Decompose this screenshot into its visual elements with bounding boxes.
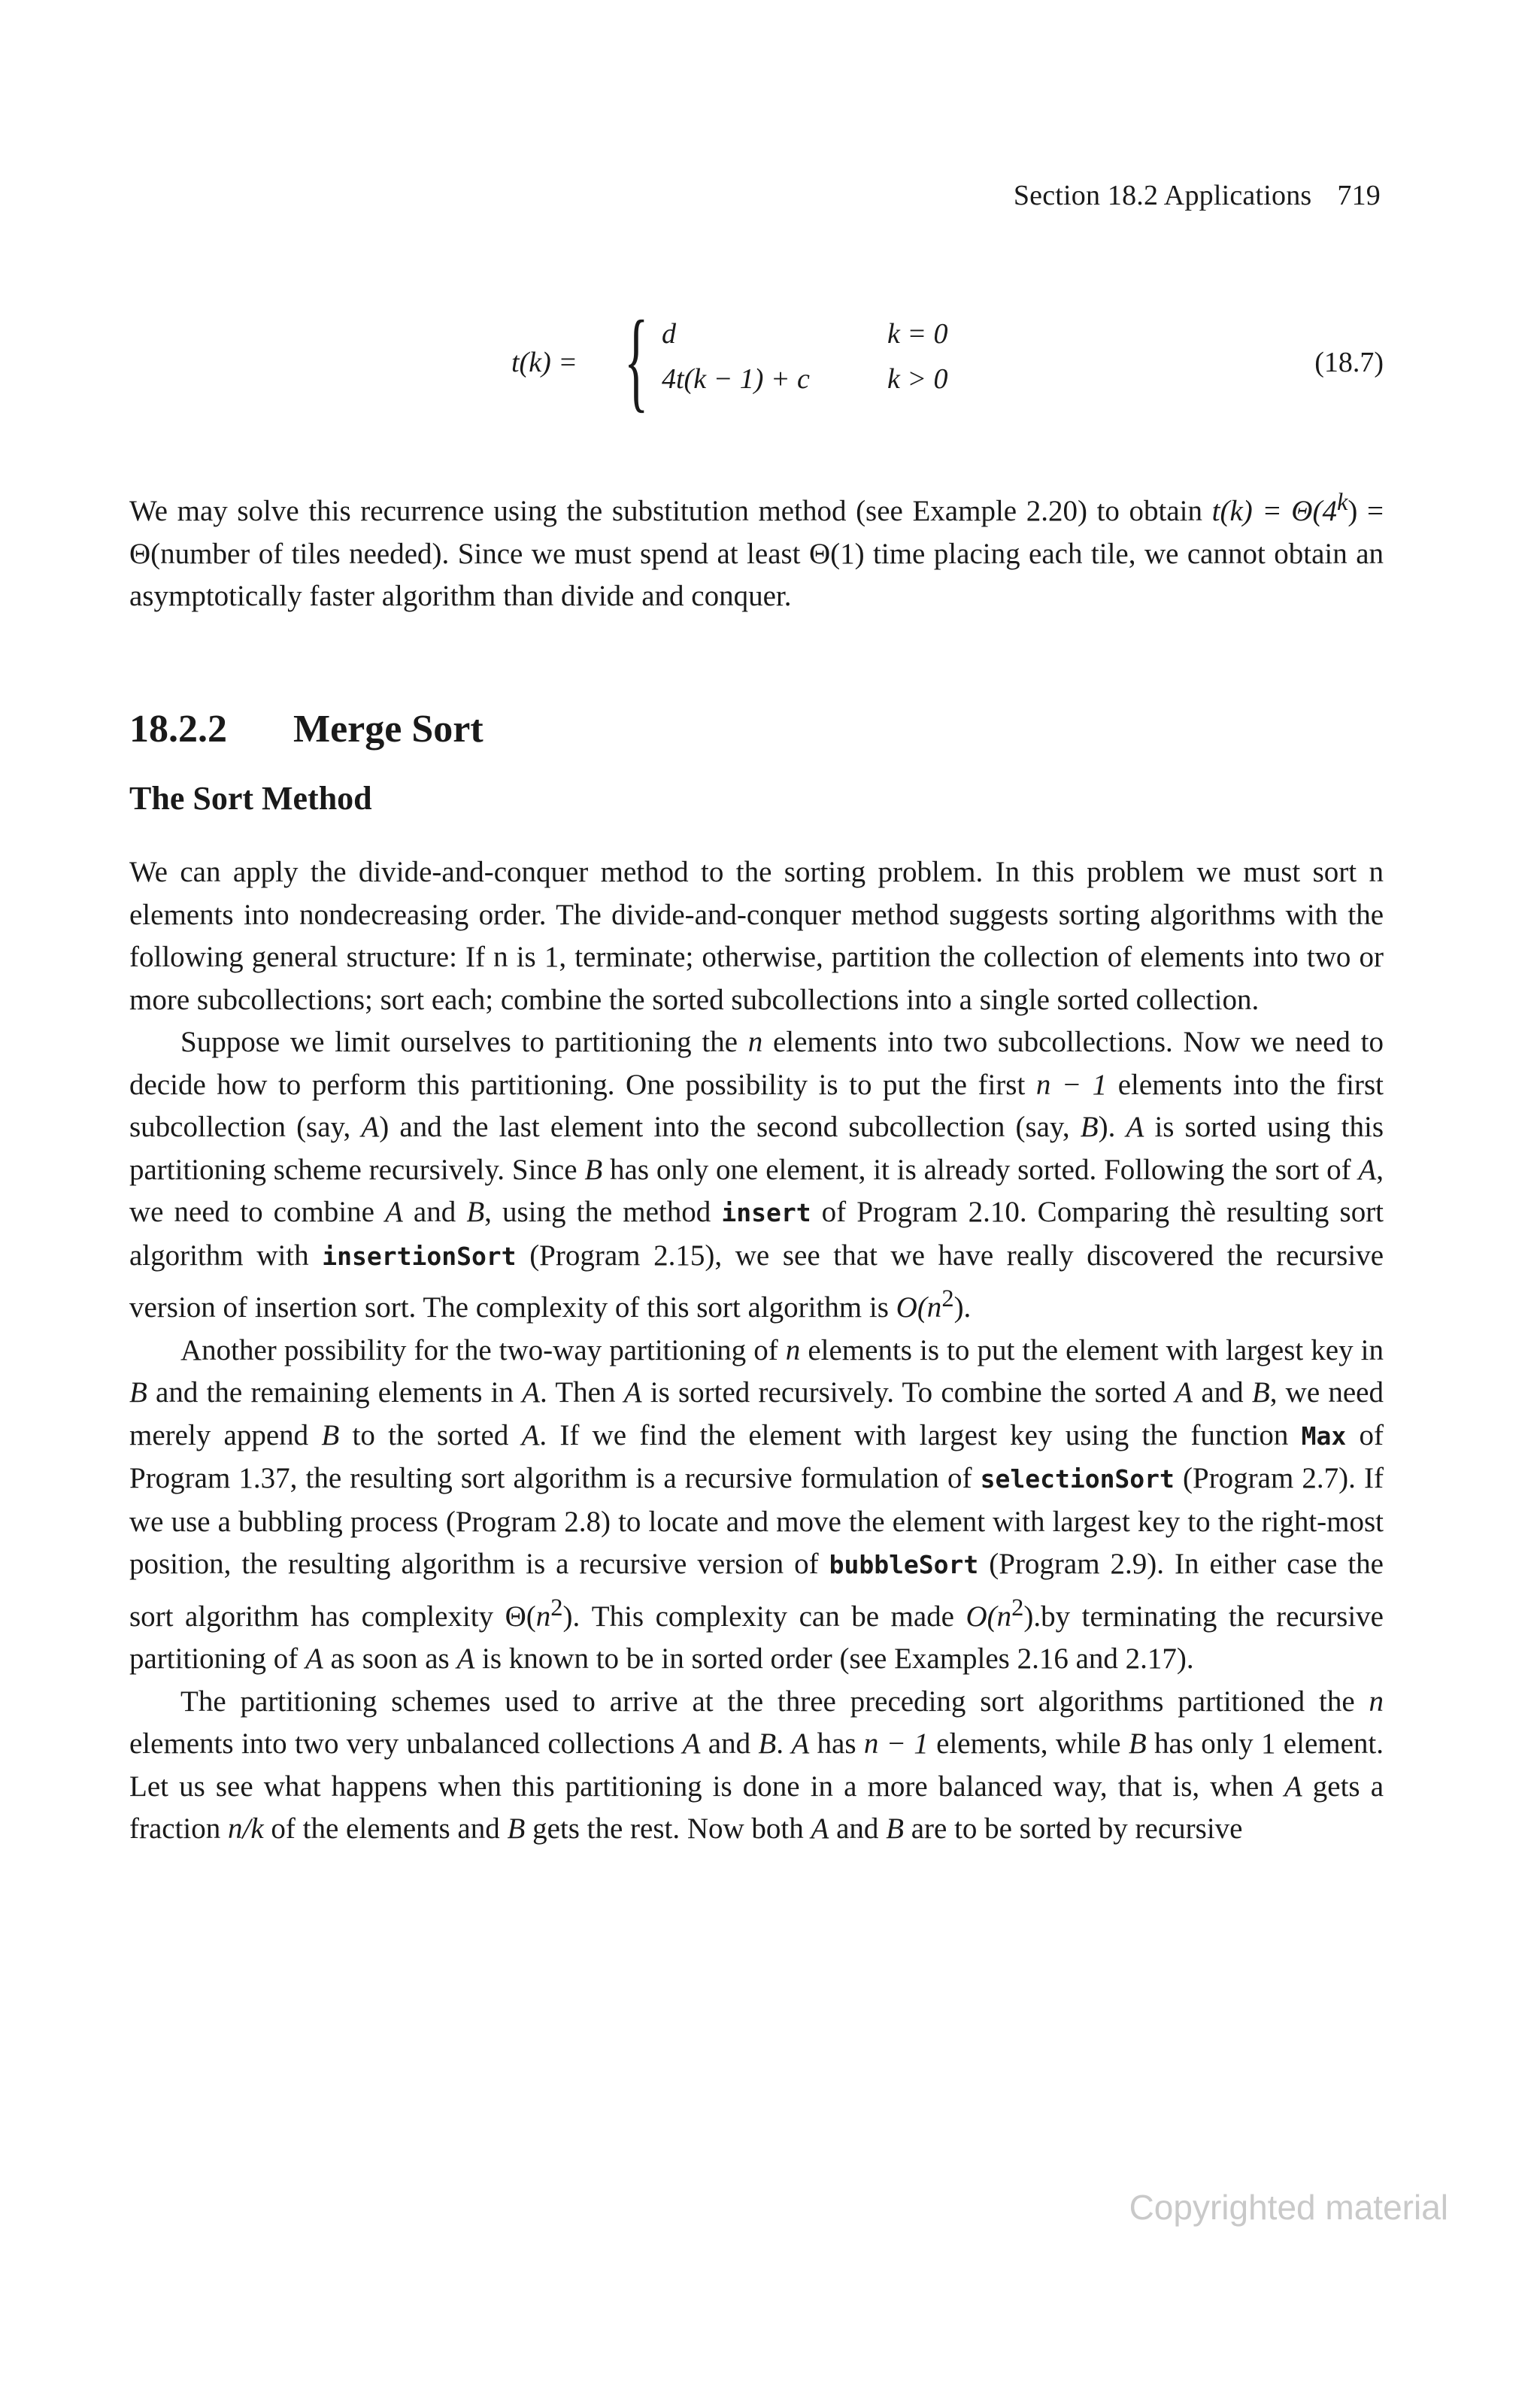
section-title-merge-sort: Merge Sort	[293, 708, 484, 751]
equation-number: (18.7)	[1314, 347, 1384, 378]
case2-condition: k > 0	[887, 363, 948, 395]
code-bubbleSort: bubbleSort	[829, 1550, 979, 1579]
equation-18-7	[511, 298, 1384, 423]
copyright-watermark: Copyrighted material	[1129, 2188, 1448, 2227]
equation-lhs: t(k) =	[511, 347, 578, 378]
code-Max: Max	[1301, 1421, 1347, 1451]
paragraph-selection-bubble: Another possibility for the two-way partitioning of n elements is to put the element with largest key in B and the remaining elements in A. Then A is sorted recursively. To combine the sorted A and B, we need merely append B to the sorted A. If we find the element with largest key using the function Max of Program 1.37, the resulting sort algorithm is a recursive formulation of selectionSort (Program 2.7). If we use a bubbling process (Program 2.8) to locate and move the element with largest key to the right-most position, the resulting algorithm is a recursive version of bubbleSort (Program 2.9). In either case the sort algorithm has complexity $\Theta(n^2)$. This complexity can be made $O(n^2).by$ terminating the recursive partitioning of A as soon as A is known to be in sorted order (see Examples 2.16 and 2.17).	[129, 1333, 1384, 1675]
code-insertionSort: insertionSort	[322, 1241, 517, 1271]
subsection-heading: The Sort Method	[129, 780, 372, 817]
left-brace-icon: {	[624, 298, 649, 423]
body-paragraphs	[129, 851, 1384, 1851]
code-selectionSort: selectionSort	[980, 1464, 1175, 1494]
case1-expression: d	[662, 318, 676, 350]
code-insert: insert	[721, 1198, 811, 1227]
running-header	[1014, 179, 1381, 212]
case2-expression: 4t(k − 1) + c	[662, 363, 810, 395]
paragraph-insertion: Suppose we limit ourselves to partitioning the n elements into two subcollections. Now we need to decide how to perform this partitioning. One possibility is to put the first n − 1 elements into the first subcollection (say, A) and the last element into the second subcollection (say, B). A is sorted using this partitioning scheme recursively. Since B has only one element, it is already sorted. Following the sort of A, we need to combine A and B, using the method insert of Program 2.10. Comparing thè resulting sort algorithm with insertionSort (Program 2.15), we see that we have really discovered the recursive version of insertion sort. The complexity of this sort algorithm is $O(n^2)$.	[129, 1026, 1384, 1324]
paragraph-divide-and-conquer: We can apply the divide-and-conquer method to the sorting problem. In this problem we must sort n elements into nondecreasing order. The divide-and-conquer method suggests sorting algorithms with the following general structure: If n is 1, terminate; otherwise, partition the collection of elements into two or more subcollections; sort each; combine the sorted subcollections into a single sorted collection.	[129, 856, 1384, 1016]
paragraph-recurrence: We may solve this recurrence using the substitution method (see Example 2.20) to obtain $t(k) = \Theta(4^k)$ = Θ(number of tiles needed). Since we must spend at least Θ(1) time placing each tile, we cannot obtain an asymptotically faster algorithm than divide and conquer.	[129, 489, 1384, 612]
section-title: Section 18.2 Applications	[1013, 180, 1312, 211]
page-number: 719	[1337, 180, 1381, 211]
section-number: 18.2.2	[129, 708, 227, 751]
section-heading	[129, 707, 484, 751]
case1-condition: k = 0	[887, 318, 948, 350]
paragraph-balanced: The partitioning schemes used to arrive at the three preceding sort algorithms partitioned the n elements into two very unbalanced collections A and B. A has n − 1 elements, while B has only 1 element. Let us see what happens when this partitioning is done in a more balanced way, that is, when A gets a fraction n/k of the elements and B gets the rest. Now both A and B are to be sorted by recursive	[129, 1685, 1384, 1845]
